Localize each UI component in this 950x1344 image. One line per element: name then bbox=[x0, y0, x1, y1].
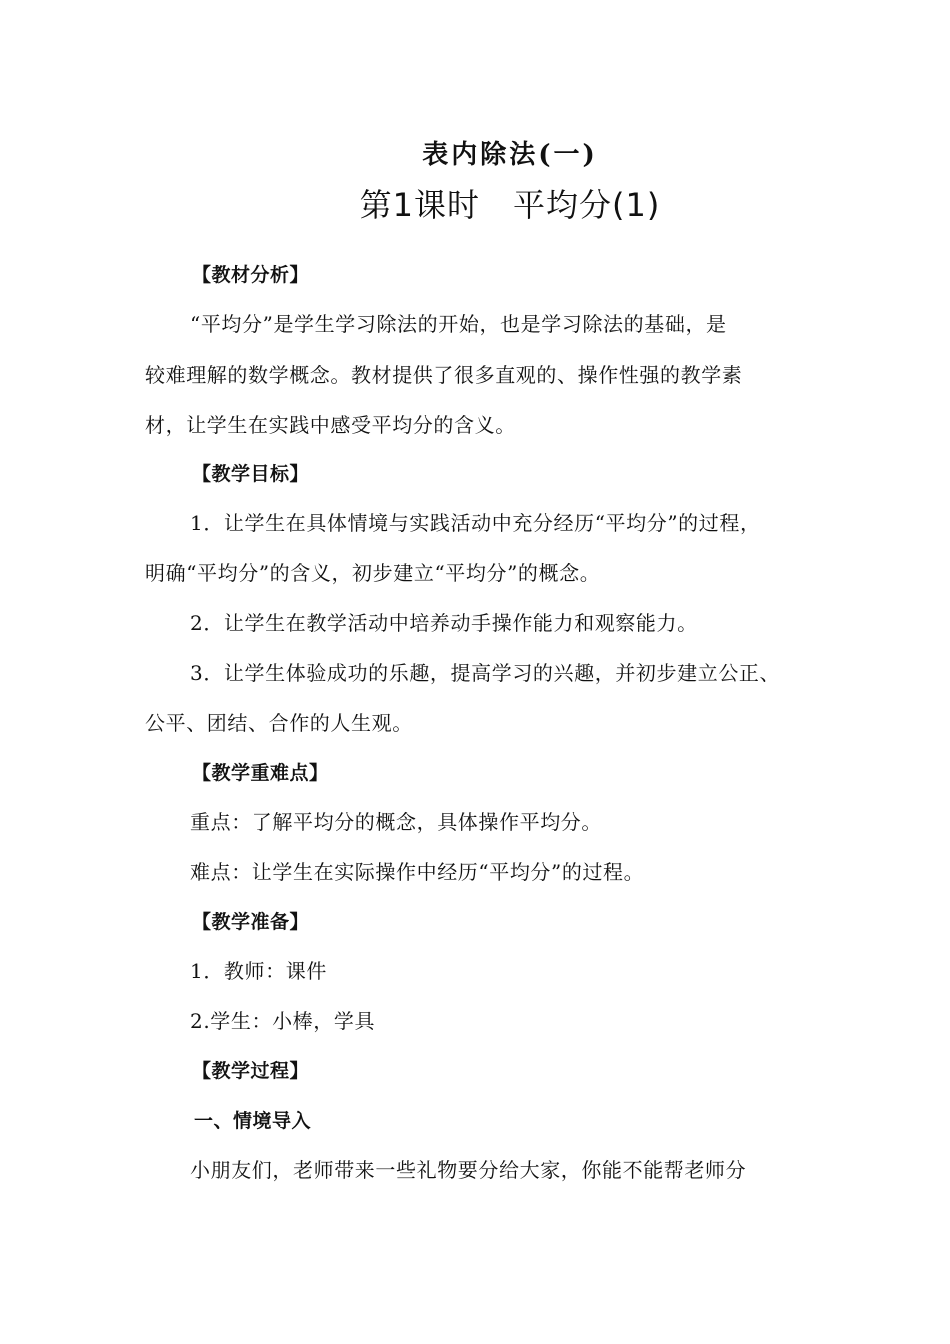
goal-line: 2．让学生在教学活动中培养动手操作能力和观察能力。 bbox=[190, 611, 698, 635]
key-point-line: 重点：了解平均分的概念，具体操作平均分。 bbox=[190, 810, 602, 834]
process-step-heading: 一、情境导入 bbox=[194, 1110, 312, 1132]
section-heading-prep: 【教学准备】 bbox=[192, 911, 310, 933]
goal-line: 公平、团结、合作的人生观。 bbox=[145, 711, 413, 735]
section-heading-goals: 【教学目标】 bbox=[192, 463, 310, 485]
paragraph-line: 材，让学生在实践中感受平均分的含义。 bbox=[145, 413, 516, 437]
goal-line: 1．让学生在具体情境与实践活动中充分经历“平均分”的过程， bbox=[190, 511, 761, 535]
document-title: 表内除法(一) bbox=[422, 140, 598, 170]
paragraph-line: 较难理解的数学概念。教材提供了很多直观的、操作性强的教学素 bbox=[145, 363, 743, 387]
lesson-subtitle: 第1课时 平均分(1) bbox=[359, 186, 661, 224]
paragraph-line: 小朋友们，老师带来一些礼物要分给大家，你能不能帮老师分 bbox=[190, 1158, 747, 1182]
goal-line: 明确“平均分”的含义，初步建立“平均分”的概念。 bbox=[145, 561, 601, 585]
section-heading-key-points: 【教学重难点】 bbox=[192, 762, 329, 784]
prep-line: 2.学生：小棒，学具 bbox=[190, 1009, 376, 1033]
prep-line: 1．教师：课件 bbox=[190, 959, 327, 983]
paragraph-line: “平均分”是学生学习除法的开始，也是学习除法的基础，是 bbox=[190, 312, 727, 336]
section-heading-process: 【教学过程】 bbox=[192, 1060, 310, 1082]
difficult-point-line: 难点：让学生在实际操作中经历“平均分”的过程。 bbox=[190, 860, 645, 884]
goal-line: 3．让学生体验成功的乐趣，提高学习的兴趣，并初步建立公正、 bbox=[190, 661, 781, 685]
section-heading-analysis: 【教材分析】 bbox=[192, 264, 310, 286]
